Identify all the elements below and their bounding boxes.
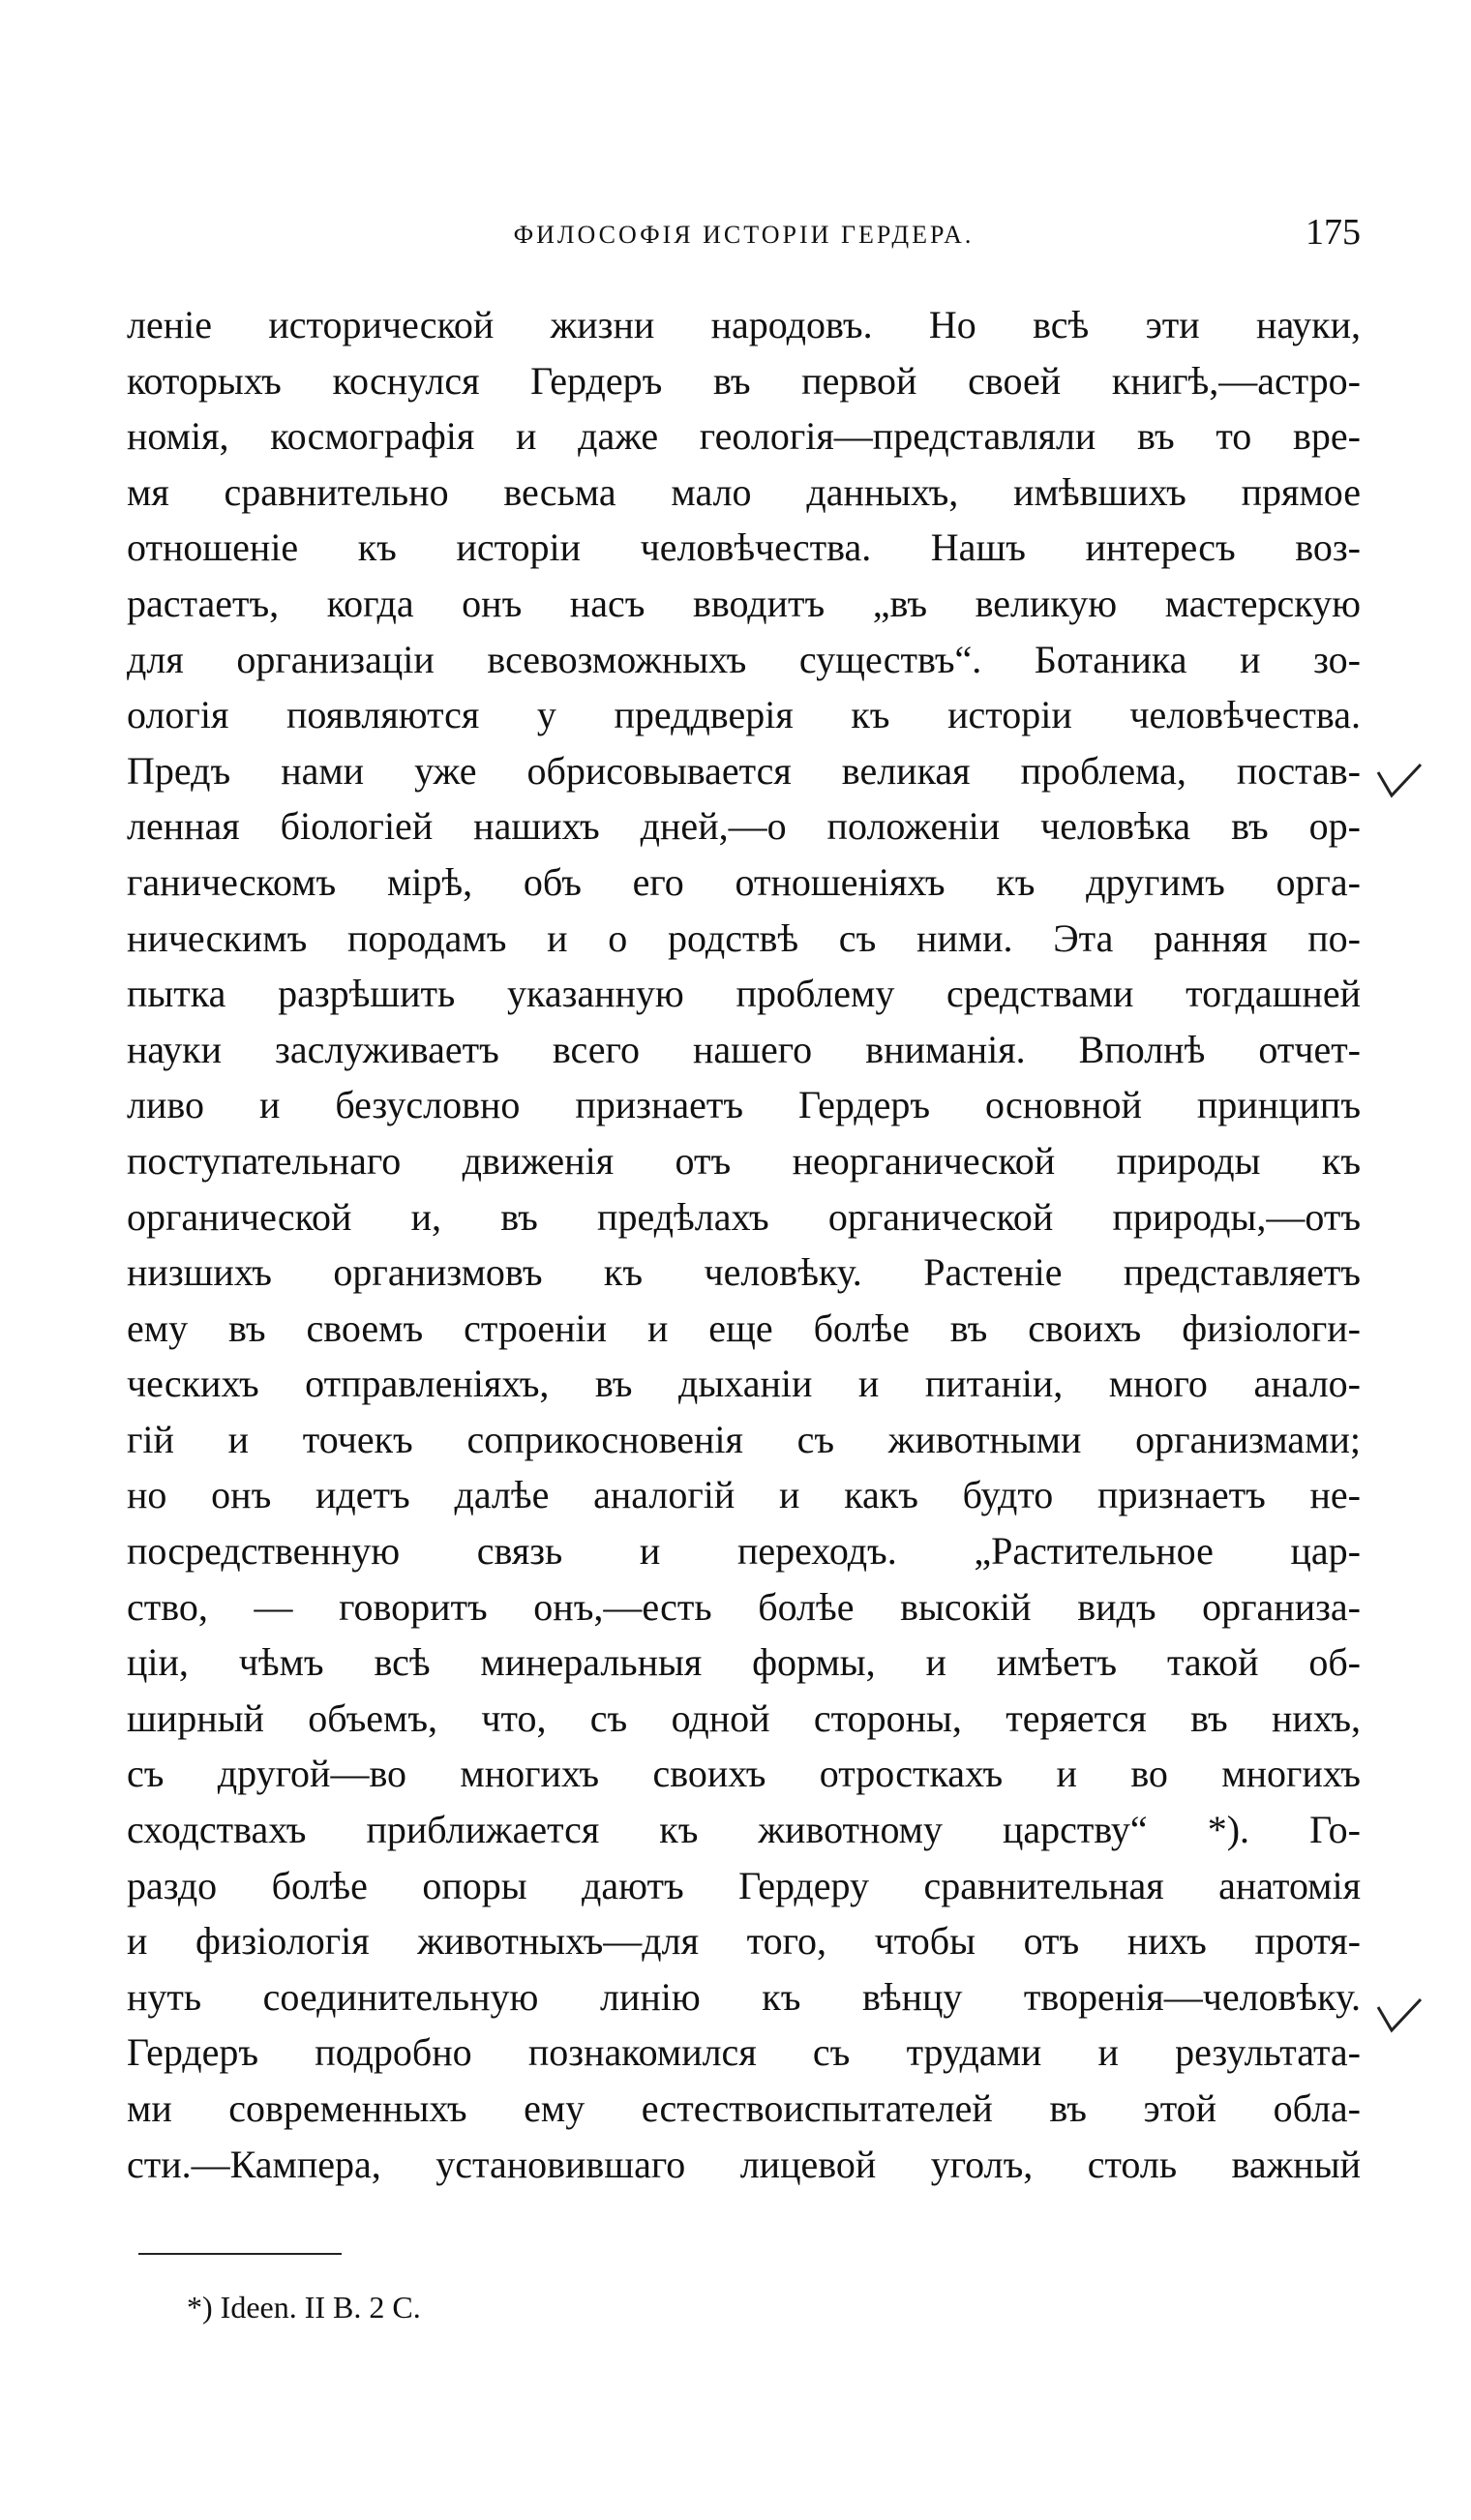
text-line: нуть соединительную линію къ вѣнцу творенія—человѣку. [127, 1974, 1361, 2019]
text-line: и физіологія животныхъ—для того, чтобы отъ нихъ протя- [127, 1919, 1361, 1964]
text-line: отношеніе къ исторіи человѣчества. Нашъ интересъ воз- [127, 525, 1361, 570]
checkmark-icon [1374, 761, 1425, 799]
text-line: гій и точекъ соприкосновенія съ животными организмами; [127, 1417, 1361, 1461]
text-line: посредственную связь и переходъ. „Растительное цар- [127, 1529, 1361, 1574]
text-line: леніе исторической жизни народовъ. Но всѣ эти науки, [127, 303, 1361, 346]
text-line: низшихъ организмовъ къ человѣку. Растеніе представляетъ [127, 1250, 1361, 1295]
text-line: которыхъ коснулся Гердеръ въ первой своей книгѣ,—астро- [127, 358, 1361, 403]
text-line: сходствахъ приближается къ животному царству“ *). Го- [127, 1808, 1361, 1852]
text-line: ганическомъ мірѣ, объ его отношеніяхъ къ другимъ орга- [127, 859, 1361, 904]
text-line: ологія появляются у преддверія къ исторіи человѣчества. [127, 693, 1361, 737]
text-line: съ другой—во многихъ своихъ отросткахъ и во многихъ [127, 1752, 1361, 1796]
text-line: Предъ нами уже обрисовывается великая проблема, постав- [127, 748, 1361, 793]
text-line: ливо и безусловно признаетъ Гердеръ основной принципъ [127, 1083, 1361, 1127]
text-line: органической и, въ предѣлахъ органической природы,—отъ [127, 1194, 1361, 1239]
running-head [127, 211, 1361, 259]
text-line: пытка разрѣшить указанную проблему средствами тогдашней [127, 972, 1361, 1016]
running-title: ФИЛОСОФІЯ ИСТОРІИ ГЕРДЕРА. [513, 221, 975, 249]
text-line: но онъ идетъ далѣе аналогій и какъ будто признаетъ не- [127, 1473, 1361, 1517]
text-line: поступательнаго движенія отъ неорганической природы къ [127, 1138, 1361, 1183]
text-line: номія, космографія и даже геологія—представляли въ то вре- [127, 414, 1361, 459]
text-line: для организаціи всевозможныхъ существъ“. Ботаника и зо- [127, 637, 1361, 681]
text-line: ческихъ отправленіяхъ, въ дыханіи и питаніи, много анало- [127, 1362, 1361, 1406]
text-line: Гердеръ подробно познакомился съ трудами и результата- [127, 2030, 1361, 2075]
footnote-rule [138, 2253, 342, 2255]
text-line: ему въ своемъ строеніи и еще болѣе въ своихъ физіологи- [127, 1305, 1361, 1350]
body-text [127, 297, 1361, 2192]
text-line: ширный объемъ, что, съ одной стороны, теряется въ нихъ, [127, 1695, 1361, 1740]
text-line: растаетъ, когда онъ насъ вводитъ „въ великую мастерскую [127, 581, 1361, 625]
checkmark-icon [1374, 1995, 1425, 2034]
text-line: ціи, чѣмъ всѣ минеральныя формы, и имѣетъ такой об- [127, 1640, 1361, 1685]
text-line: мя сравнительно весьма мало данныхъ, имѣвшихъ прямое [127, 469, 1361, 514]
footnote: *) Ideen. II B. 2 C. [187, 2290, 421, 2325]
text-line: науки заслуживаетъ всего нашего вниманія. Вполнѣ отчет- [127, 1027, 1361, 1071]
text-line: ленная біологіей нашихъ дней,—о положеніи человѣка въ ор- [127, 804, 1361, 849]
text-line: ство, — говоритъ онъ,—есть болѣе высокій видъ организа- [127, 1584, 1361, 1629]
text-line: раздо болѣе опоры даютъ Гердеру сравнительная анатомія [127, 1863, 1361, 1907]
text-line: ническимъ породамъ и о родствѣ съ ними. Эта ранняя по- [127, 915, 1361, 960]
page-number: 175 [1306, 212, 1361, 253]
text-line: ми современныхъ ему естествоиспытателей въ этой обла- [127, 2086, 1361, 2130]
text-line: сти.—Кампера, установившаго лицевой уголъ, столь важный [127, 2142, 1361, 2186]
